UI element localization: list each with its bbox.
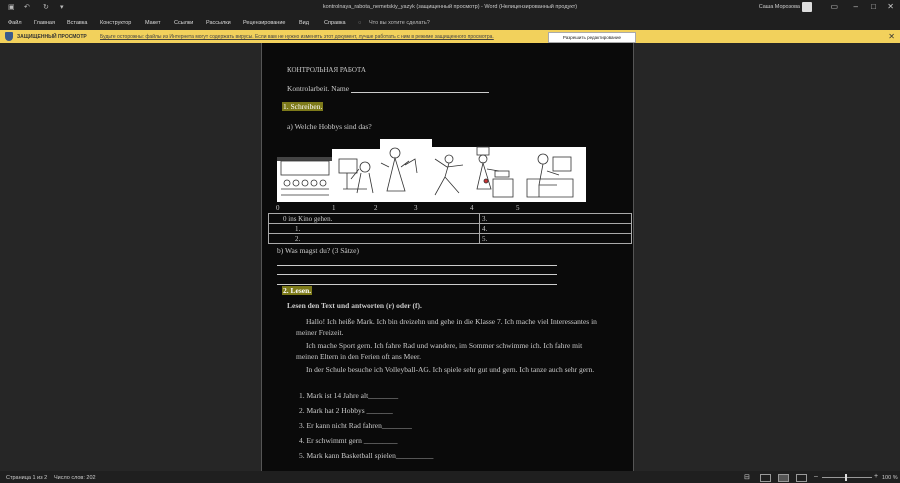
tab-view[interactable]: Вид (299, 20, 309, 26)
image-number: 0 (276, 204, 280, 212)
image-number: 4 (470, 204, 474, 212)
table-row (269, 224, 632, 234)
name-underline (351, 86, 489, 93)
print-layout-icon[interactable] (778, 474, 789, 482)
enable-editing-button[interactable]: Разрешить редактирование (548, 32, 636, 43)
user-name[interactable]: Саша Морозова (758, 4, 800, 10)
tab-insert[interactable]: Вставка (67, 20, 88, 26)
zoom-in-icon[interactable]: + (874, 473, 879, 480)
question-item: 3. Er kann nicht Rad fahren________ (299, 421, 412, 430)
word-count[interactable]: Число слов: 202 (54, 475, 96, 481)
save-icon[interactable]: ▣ (8, 4, 15, 11)
read-mode-icon[interactable] (760, 474, 771, 482)
table-row (269, 214, 632, 224)
reading-paragraph: In der Schule besuche ich Volleyball-AG. Ich spiele sehr gut und gern. Ich tanze auch sehr gern. (306, 365, 595, 374)
customize-quick-access-icon[interactable]: ▾ (60, 4, 64, 11)
table-cell[interactable]: 0 ins Kino gehen. (269, 214, 480, 224)
protected-view-label: ЗАЩИЩЕННЫЙ ПРОСМОТР (17, 34, 87, 40)
shield-icon (5, 32, 13, 41)
status-bar (0, 471, 900, 483)
close-icon[interactable]: ✕ (887, 2, 894, 11)
answer-line (277, 284, 557, 285)
avatar[interactable] (802, 2, 812, 12)
question-item: 5. Mark kann Basketball spielen__________ (299, 451, 434, 460)
reading-paragraph: Hallo! Ich heiße Mark. Ich bin dreizehn und gehe in die Klasse 7. Ich mache viel Interessantes in meiner Freizeit. (296, 317, 597, 337)
image-number: 2 (374, 204, 378, 212)
maximize-icon[interactable]: □ (871, 2, 876, 11)
name-line-label: Kontrolarbeit. Name (287, 84, 351, 93)
page-count[interactable]: Страница 1 из 2 (6, 475, 48, 481)
lightbulb-icon: ◌ (358, 20, 362, 26)
tab-home[interactable]: Главная (34, 20, 55, 26)
question-item: 4. Er schwimmt gern _________ (299, 436, 398, 445)
section-2-instruction: Lesen den Text und antworten (r) oder (f). (287, 301, 422, 310)
hobby-images (277, 139, 586, 202)
answers-table (268, 213, 632, 244)
tell-me-search[interactable]: Что вы хотите сделать? (369, 20, 430, 26)
document-area[interactable] (0, 43, 900, 471)
close-bar-icon[interactable]: ✕ (888, 32, 895, 41)
ribbon-tabs (0, 15, 900, 30)
table-cell[interactable]: 1. (269, 224, 480, 234)
document-page[interactable] (261, 43, 634, 471)
window-title: kontrolnaya_rabota_nemetskiy_yazyk (защищенный просмотр) - Word (Нелицензированный продукт) (322, 4, 578, 10)
task-1b: b) Was magst du? (3 Sätze) (277, 246, 359, 255)
zoom-out-icon[interactable]: – (814, 473, 818, 480)
reading-paragraph: Ich mache Sport gern. Ich fahre Rad und wandere, im Sommer schwimme ich. Ich fahre mit meinen Eltern in den Ferien oft ans Meer. (296, 341, 583, 361)
section-2-heading (282, 286, 312, 295)
doc-heading: КОНТРОЛЬНАЯ РАБОТА (287, 66, 366, 74)
name-line (287, 84, 489, 93)
question-item: 2. Mark hat 2 Hobbys _______ (299, 406, 393, 415)
tab-layout[interactable]: Макет (145, 20, 161, 26)
table-cell[interactable]: 3. (480, 214, 632, 224)
focus-icon[interactable]: ⊟ (744, 474, 750, 481)
section-2-title: 2. Lesen. (283, 286, 312, 295)
table-cell[interactable]: 5. (480, 234, 632, 244)
task-1a: a) Welche Hobbys sind das? (287, 122, 372, 131)
tab-references[interactable]: Ссылки (174, 20, 194, 26)
table-cell[interactable]: 2. (269, 234, 480, 244)
protected-view-bar (0, 30, 900, 43)
undo-icon[interactable]: ↶ (24, 4, 30, 11)
ribbon-display-icon[interactable]: ▭ (830, 2, 838, 11)
table-cell[interactable]: 4. (480, 224, 632, 234)
zoom-slider-thumb[interactable] (845, 474, 847, 481)
answer-line (277, 274, 557, 275)
tab-mailings[interactable]: Рассылки (206, 20, 231, 26)
protected-view-message[interactable]: Будьте осторожны: файлы из Интернета могут содержать вирусы. Если вам не нужно изменять этот документ, лучше работать с ним в режиме защищенного просмотра. (100, 34, 494, 40)
answer-line (277, 265, 557, 266)
zoom-level[interactable]: 100 % (882, 475, 898, 481)
section-1-heading (282, 102, 323, 111)
zoom-slider[interactable] (822, 477, 872, 478)
minimize-icon[interactable]: – (853, 2, 858, 11)
table-row (269, 234, 632, 244)
redo-icon[interactable]: ↻ (43, 4, 49, 11)
tab-design[interactable]: Конструктор (100, 20, 132, 26)
title-bar (0, 0, 900, 15)
image-number: 3 (414, 204, 418, 212)
section-1-title: 1. Schreiben. (283, 102, 323, 111)
question-item: 1. Mark ist 14 Jahre alt________ (299, 391, 399, 400)
web-layout-icon[interactable] (796, 474, 807, 482)
image-number: 5 (516, 204, 520, 212)
tab-help[interactable]: Справка (324, 20, 346, 26)
tab-review[interactable]: Рецензирование (243, 20, 286, 26)
tab-file[interactable]: Файл (8, 20, 22, 26)
image-number: 1 (332, 204, 336, 212)
